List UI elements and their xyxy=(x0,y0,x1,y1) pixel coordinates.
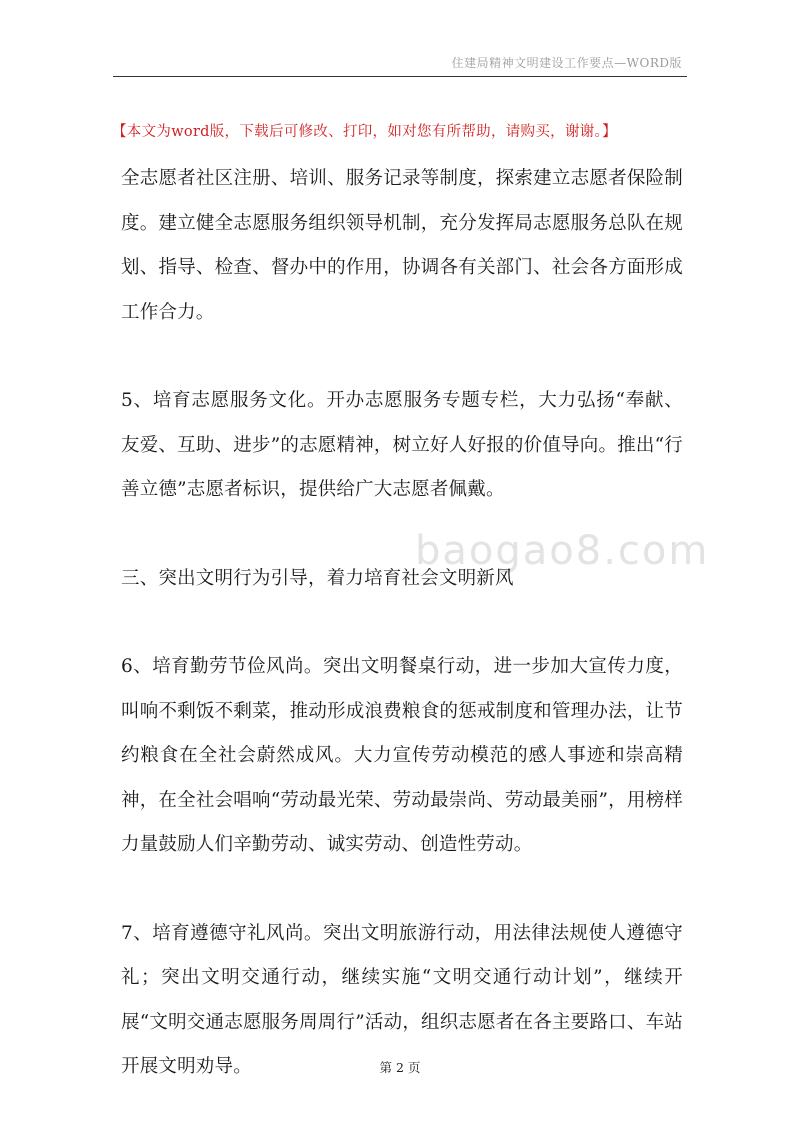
page-number: 第 2 页 xyxy=(379,1060,421,1075)
paragraph-volunteer-culture: 5、培育志愿服务文化。开办志愿服务专题专栏，大力弘扬“奉献、友爱、互助、进步”的志愿精神，树立好人好报的价值导向。推出“行善立德”志愿者标识，提供给广大志愿者佩戴。 xyxy=(121,390,683,500)
paragraph-thrift-customs: 6、培育勤劳节俭风尚。突出文明餐桌行动，进一步加大宣传力度，叫响不剩饭不剩菜，推动形成浪费粮食的惩戒制度和管理办法，让节约粮食在全社会蔚然成风。大力宣传劳动模范的感人事迹和崇高精神，在全社会唱响“劳动最光荣、劳动最崇尚、劳动最美丽”，用榜样力量鼓励人们辛勤劳动、诚实劳动、创造性劳动。 xyxy=(121,656,683,855)
paragraph-etiquette-customs: 7、培育遵德守礼风尚。突出文明旅游行动，用法律法规使人遵德守礼；突出文明交通行动，继续实施“文明交通行动计划”，继续开展“文明交通志愿服务周周行”活动，组织志愿者在各主要路口、车站开展文明劝导。 xyxy=(121,922,683,1077)
section-heading-civilized-behavior: 三、突出文明行为引导，着力培育社会文明新风 xyxy=(121,567,514,589)
page-header-title: 住建局精神文明建设工作要点—WORD版 xyxy=(451,56,682,70)
header-divider xyxy=(113,76,687,77)
watermark-text: baogao8.com xyxy=(415,528,710,574)
document-body xyxy=(121,157,683,1090)
paragraph-volunteer-system: 全志愿者社区注册、培训、服务记录等制度，探索建立志愿者保险制度。建立健全志愿服务组织领导机制，充分发挥局志愿服务总队在规划、指导、检查、督办中的作用，协调各有关部门、社会各方面形成工作合力。 xyxy=(121,168,683,323)
download-notice: 【本文为word版，下载后可修改、打印，如对您有所帮助，请购买，谢谢。】 xyxy=(112,124,617,140)
